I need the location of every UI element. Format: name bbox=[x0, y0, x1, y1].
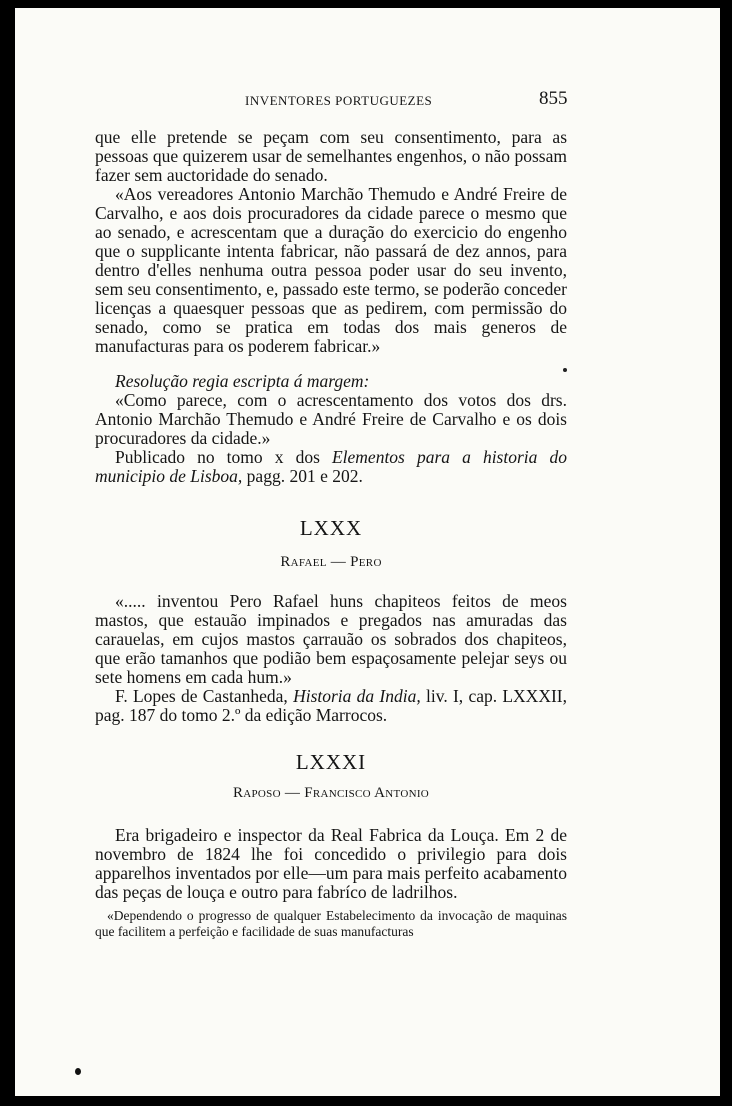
running-title: INVENTORES PORTUGUEZES bbox=[245, 93, 433, 108]
section-lxxx-body bbox=[95, 592, 567, 725]
section-numeral-lxxx: LXXX bbox=[299, 516, 363, 540]
page-number: 855 bbox=[539, 88, 568, 109]
section-resolution bbox=[95, 372, 567, 486]
ink-speck bbox=[563, 368, 567, 372]
ink-spot bbox=[75, 1068, 81, 1075]
paragraph-vereadores: «Aos vereadores Antonio Marchão Themudo e André Freire de Carvalho, e aos dois procuradores da cidade parece o mesmo que ao senado, e acrescentam que a duração do exercicio do engenho que o supplicante intenta fabricar, não passará de dez annos, para dentro d'elles nenhuma outra pessoa poder usar do seu invento, sem seu consentimento, e, passado este termo, se poderão conceder licenças a quaesquer pessoas que as pedirem, com permissão do senado, como se pratica em todas dos mais generos de manufacturas para os poderem fabricar.» bbox=[95, 184, 567, 356]
section-top bbox=[95, 128, 567, 356]
section-name-lxxx: Rafael — Pero bbox=[280, 554, 382, 570]
resolution-quote: «Como parece, com o acrescentamento dos votos dos drs. Antonio Marchão Themudo e André Freire de Carvalho e os dois procuradores da cidade.» bbox=[95, 390, 567, 448]
section-lxxxi-body bbox=[95, 826, 567, 902]
running-head bbox=[15, 88, 720, 112]
section-name-lxxxi: Raposo — Francisco Antonio bbox=[232, 785, 430, 801]
raposo-paragraph: Era brigadeiro e inspector da Real Fabrica da Louça. Em 2 de novembro de 1824 lhe foi concedido o privilegio para dois apparelhos inventados por elle—um para mais perfeito acabamento das peças de louça e outro para fabríco de ladrilhos. bbox=[95, 825, 567, 902]
section-numeral-lxxxi: LXXXI bbox=[295, 750, 367, 774]
castanheda-citation: F. Lopes de Castanheda, Historia da India, liv. I, cap. LXXXII, pag. 187 do tomo 2.º da edição Marrocos. bbox=[95, 686, 567, 725]
paragraph-continuation: que elle pretende se peçam com seu consentimento, para as pessoas que quizerem usar de semelhantes engenhos, o não possam fazer sem auctoridade do senado. bbox=[95, 127, 567, 185]
book-page bbox=[15, 8, 720, 1096]
castanheda-quote: «..... inventou Pero Rafael huns chapiteos feitos de meos mastos, que estauão impinados e pregados nas amuradas das carauelas, em cujos mastos çarrauão os sobrados dos chapiteos, que erão tamanhos que podião bem espaçosamente pelejar seys ou sete homens em cada hum.» bbox=[95, 591, 567, 687]
footnote: «Dependendo o progresso de qualquer Estabelecimento da invocação de maquinas que facilitem a perfeição e facilidade de suas manufacturas bbox=[95, 908, 567, 939]
publication-note: Publicado no tomo x dos Elementos para a historia do municipio de Lisboa, pagg. 201 e 202. bbox=[95, 447, 567, 486]
resolution-label: Resolução regia escripta á margem: bbox=[115, 371, 370, 391]
